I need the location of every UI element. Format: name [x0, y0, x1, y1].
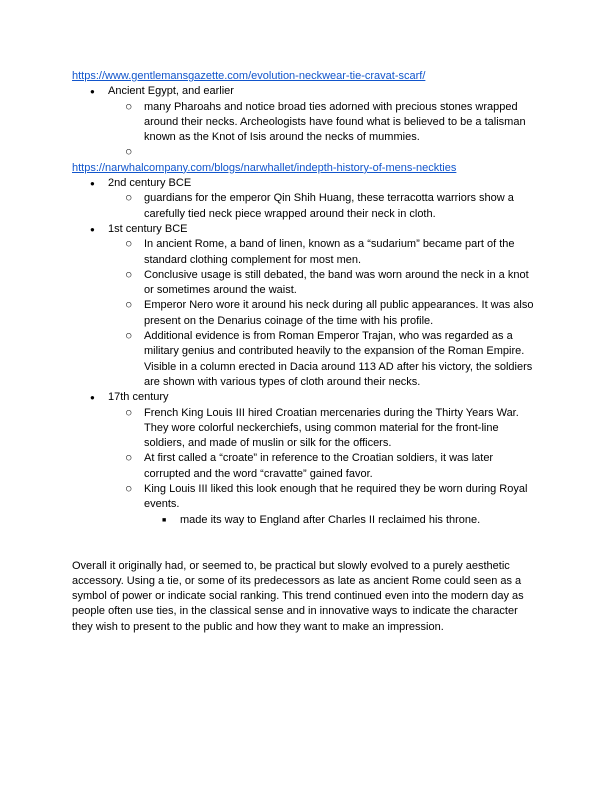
list-item-text: Additional evidence is from Roman Emperor Trajan, who was regarded as a military genius and contributed heavily to the expansion of the Roman Empire. Visible in a column erected in Dacia around 113 AD after his victory, the soldiers are shown with various types of cloth around their necks.: [144, 330, 533, 388]
list-item-level2: [72, 191, 540, 222]
closing-paragraph: Overall it originally had, or seemed to, be practical but slowly evolved to a purely aesthetic accessory. Using a tie, or some of its predecessors as late as ancient Rome could seen as a symbol of power or indicate social ranking. This trend continued even into the modern day as people often use ties, in the classical sense and in innovative ways to indicate the character they wish to present to the public and how they want to make an impression.: [72, 559, 524, 633]
hyperlink-line: [72, 161, 540, 176]
list-item-level2: [72, 145, 540, 160]
list-item-text: Ancient Egypt, and earlier: [108, 85, 234, 98]
list-item-text: Conclusive usage is still debated, the band was worn around the neck in a knot or sometimes around the waist.: [144, 268, 529, 297]
list-item-level2: [72, 406, 540, 452]
list-item-text: In ancient Rome, a band of linen, known as a “sudarium” became part of the standard clothing complement for most men.: [144, 238, 515, 266]
bullet-icon: ○: [126, 239, 132, 250]
bullet-icon: ○: [126, 269, 132, 280]
list-item-text: Emperor Nero wore it around his neck during all public appearances. It was also present on the Denarius coinage of the time with his profile.: [144, 299, 534, 327]
list-item-level3: [72, 513, 540, 528]
list-item-level1: [72, 176, 540, 191]
bullet-icon: ○: [126, 193, 132, 204]
list-item-text: At first called a “croate” in reference to the Croatian soldiers, it was later corrupted and the word “cravatte” gained favor.: [144, 452, 494, 480]
list-item-text: many Pharoahs and notice broad ties adorned with precious stones wrapped around their necks. Archeologists have found what is believed to be a talisman known as the Knot of Isis around the necks of mummies.: [144, 100, 526, 144]
bullet-icon: ●: [90, 179, 95, 189]
bullet-icon: ○: [126, 300, 132, 311]
bullet-icon: ●: [90, 87, 95, 97]
list-item-level2: [72, 482, 540, 513]
hyperlink[interactable]: https://narwhalcompany.com/blogs/narwhallet/indepth-history-of-mens-neckties: [72, 161, 457, 174]
list-item-level2: [72, 237, 540, 268]
list-item-level1: [72, 390, 540, 405]
bullet-icon: ○: [126, 147, 132, 158]
bullet-icon: ○: [126, 484, 132, 495]
list-item-text: French King Louis III hired Croatian mercenaries during the Thirty Years War. They wore colorful neckerchiefs, using common material for the front-line soldiers, and made of muslin or silk for the officers.: [144, 406, 519, 450]
bullet-icon: ●: [90, 393, 95, 403]
document-content: [72, 69, 540, 635]
list-item-level2: [72, 451, 540, 482]
list-item-text: 1st century BCE: [108, 222, 188, 235]
list-item-text: guardians for the emperor Qin Shih Huang, these terracotta warriors show a carefully tied neck piece wrapped around their neck in cloth.: [144, 192, 514, 220]
blank-gap: [72, 528, 540, 559]
list-item-level1: [72, 222, 540, 237]
list-item-level2: [72, 268, 540, 299]
list-item-text: made its way to England after Charles II reclaimed his throne.: [180, 513, 481, 526]
list-item-text: King Louis III liked this look enough that he required they be worn during Royal events.: [144, 483, 528, 511]
bullet-icon: ○: [126, 407, 132, 418]
bullet-icon: ○: [126, 101, 132, 112]
bullet-icon: ○: [126, 453, 132, 464]
list-item-text: 2nd century BCE: [108, 177, 192, 190]
list-item-level2: [72, 100, 540, 146]
bullet-icon: ○: [126, 331, 132, 342]
list-item-level2: [72, 329, 540, 390]
hyperlink-line: [72, 69, 540, 84]
bullet-icon: ■: [162, 516, 167, 524]
list-item-level1: [72, 84, 540, 99]
hyperlink[interactable]: https://www.gentlemansgazette.com/evolution-neckwear-tie-cravat-scarf/: [72, 70, 426, 82]
list-item-level2: [72, 298, 540, 329]
list-item-text: 17th century: [108, 391, 169, 404]
bullet-icon: ●: [90, 224, 95, 234]
